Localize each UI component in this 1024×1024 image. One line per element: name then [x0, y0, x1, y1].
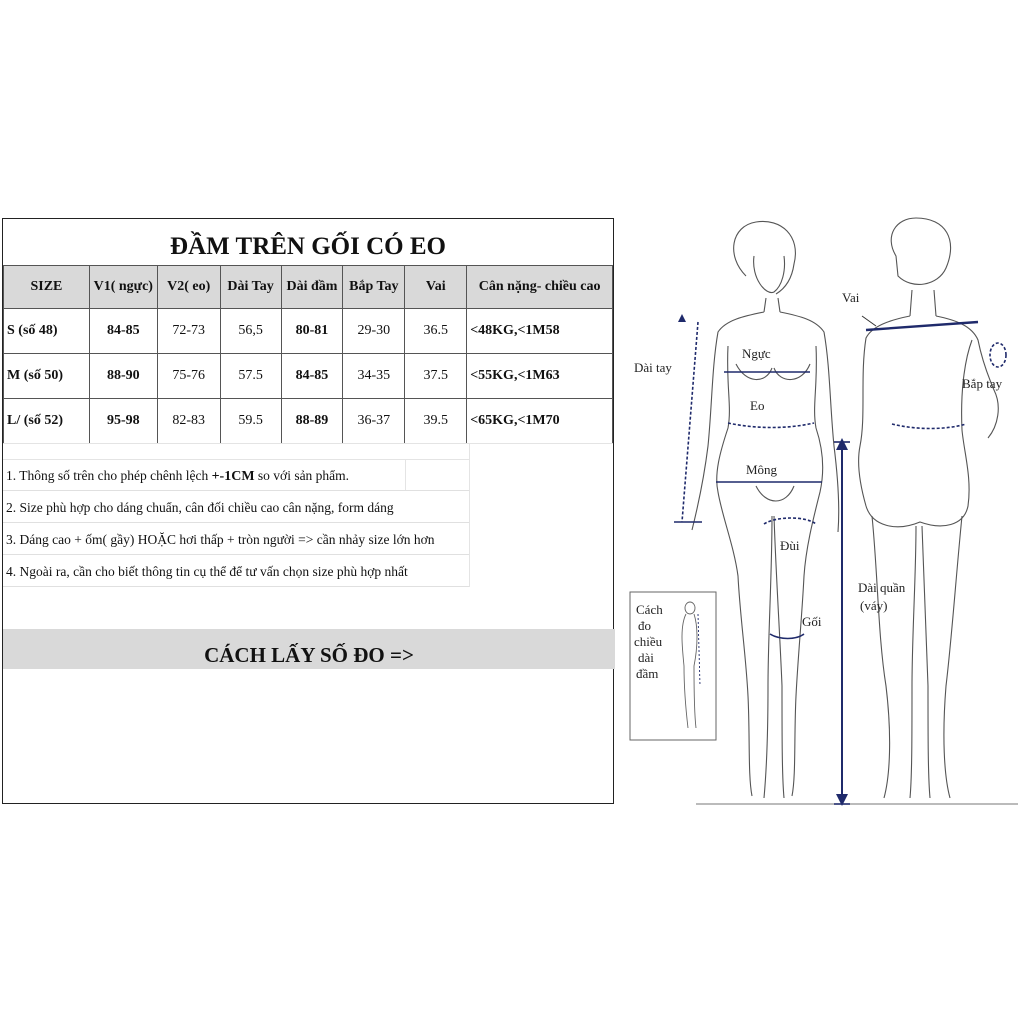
note-1: 1. Thông số trên cho phép chênh lệch +-1CM so với sản phẩm.	[3, 459, 469, 491]
front-left-leg-outer	[717, 346, 752, 796]
cell: 34-35	[343, 354, 405, 399]
cell: S (số 48)	[4, 309, 90, 354]
label-bap-tay: Bắp tay	[962, 376, 1003, 391]
how-to-measure-heading: CÁCH LẤY SỐ ĐO =>	[3, 629, 615, 669]
waist-line	[728, 423, 814, 428]
back-hair	[891, 218, 950, 284]
cell: <55KG,<1M63	[467, 354, 613, 399]
size-table	[3, 265, 613, 444]
cell: 72-73	[157, 309, 220, 354]
inset-text-1: Cách	[636, 602, 663, 617]
cell: 59.5	[220, 399, 281, 444]
sleeve-length-line	[682, 322, 698, 522]
label-nguc: Ngực	[742, 346, 771, 361]
back-inner-r	[922, 526, 930, 798]
inset-text-4: dài	[638, 650, 654, 665]
cell: 37.5	[405, 354, 467, 399]
cell: <48KG,<1M58	[467, 309, 613, 354]
cell: 84-85	[89, 309, 157, 354]
size-chart-panel	[2, 218, 614, 804]
front-neck	[764, 298, 780, 312]
table-row	[4, 354, 613, 399]
label-dai-tay: Dài tay	[634, 360, 672, 375]
cell: 95-98	[89, 399, 157, 444]
back-left-side	[859, 316, 910, 506]
cell: 75-76	[157, 354, 220, 399]
sleeve-arrow	[678, 314, 686, 322]
front-left-arm-outer	[692, 312, 764, 530]
header-dai-tay: Dài Tay	[220, 266, 281, 309]
cell: 88-89	[281, 399, 343, 444]
note-2: 2. Size phù hợp cho dáng chuẩn, cân đối chiều cao cân nặng, form dáng	[3, 491, 469, 523]
back-waist-line	[892, 424, 966, 429]
table-header-row	[4, 266, 613, 309]
vai-pointer	[862, 316, 876, 326]
cell: 84-85	[281, 354, 343, 399]
label-dui: Đùi	[780, 538, 800, 553]
cell: 57.5	[220, 354, 281, 399]
back-inner-l	[910, 526, 916, 798]
label-vay: (váy)	[860, 598, 888, 613]
back-left-leg	[872, 516, 890, 798]
shoulder-line	[866, 322, 978, 330]
front-right-arm-outer	[780, 312, 839, 532]
header-dai-dam: Dài đầm	[281, 266, 343, 309]
label-goi: Gối	[802, 614, 822, 629]
cell: 88-90	[89, 354, 157, 399]
table-row	[4, 309, 613, 354]
label-vai: Vai	[842, 290, 860, 305]
back-hips	[866, 340, 972, 527]
note-3: 3. Dáng cao + ốm( gầy) HOẶC hơi thấp + tròn người => cần nhảy size lớn hơn	[3, 523, 469, 555]
cell: 80-81	[281, 309, 343, 354]
cell: 36-37	[343, 399, 405, 444]
bicep-line	[990, 343, 1006, 367]
header-vai: Vai	[405, 266, 467, 309]
table-row	[4, 399, 613, 444]
front-hair	[734, 221, 796, 294]
header-can-nang: Cân nặng- chiều cao	[467, 266, 613, 309]
inset-text-2: đo	[638, 618, 651, 633]
inset-text-3: chiều	[634, 634, 663, 649]
back-neck	[910, 290, 936, 316]
label-dai-quan: Dài quần	[858, 580, 906, 595]
label-eo: Eo	[750, 398, 765, 413]
cell: <65KG,<1M70	[467, 399, 613, 444]
cell: 39.5	[405, 399, 467, 444]
chart-title: ĐẦM TRÊN GỐI CÓ EO	[3, 219, 613, 266]
cell: 36.5	[405, 309, 467, 354]
cell: 82-83	[157, 399, 220, 444]
label-mong: Mông	[746, 462, 778, 477]
cell: L/ (số 52)	[4, 399, 90, 444]
knee-line	[770, 634, 804, 639]
back-right-leg	[944, 516, 962, 798]
cell: 29-30	[343, 309, 405, 354]
front-briefs	[756, 486, 794, 501]
header-v1: V1( ngực)	[89, 266, 157, 309]
header-v2: V2( eo)	[157, 266, 220, 309]
header-bap-tay: Bắp Tay	[343, 266, 405, 309]
header-size: SIZE	[4, 266, 90, 309]
note-4: 4. Ngoài ra, cần cho biết thông tin cụ thể để tư vấn chọn size phù hợp nhất	[3, 555, 469, 587]
cell: 56,5	[220, 309, 281, 354]
front-inner-leg-l	[764, 516, 772, 798]
front-inner-leg-r	[774, 516, 784, 798]
measurement-figure	[616, 216, 1024, 808]
front-face	[754, 256, 785, 293]
front-right-leg-outer	[792, 346, 823, 796]
inset-text-5: đầm	[636, 666, 659, 681]
cell: M (số 50)	[4, 354, 90, 399]
pants-arrow-up	[836, 438, 848, 450]
